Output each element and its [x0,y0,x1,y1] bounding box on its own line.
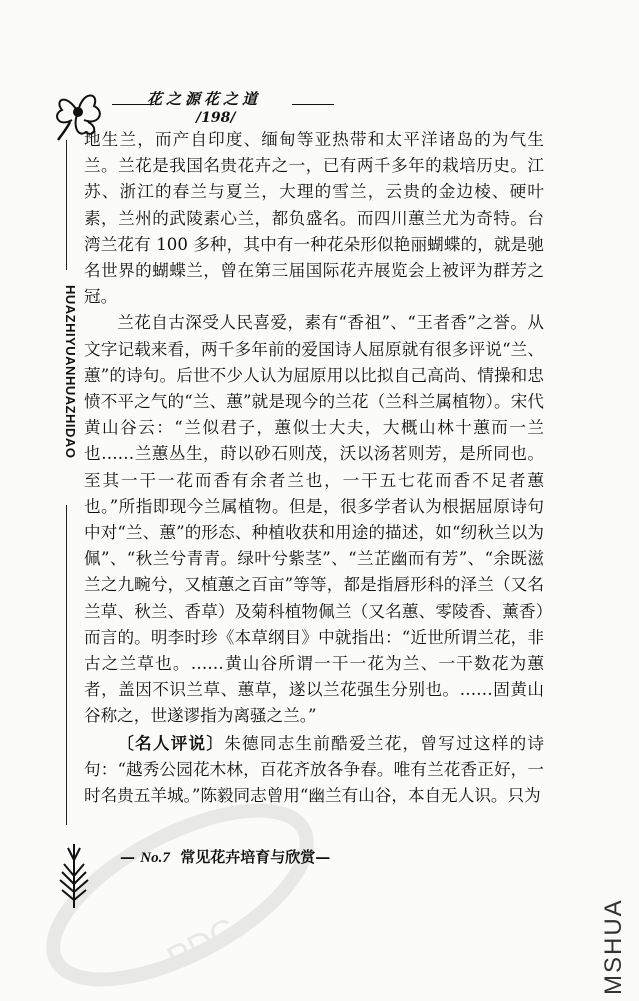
body-text [84,127,544,809]
watermark-text: PDG [161,910,245,979]
header-rule-right [292,104,334,105]
corner-mark: MSHUA [600,898,627,995]
footer-chapter-number: No.7 [140,850,170,866]
page-number: /198/ [196,110,236,126]
footer-chapter-title: 常见花卉培育与欣赏 [180,848,316,866]
page-footer [120,846,330,867]
side-rule-top [66,140,67,270]
running-header-title: 花之源花之道 [147,90,262,108]
side-rule-bottom [66,505,67,825]
comment-label: 〔名人评说〕 [117,732,225,753]
footer-dash-right: — [315,848,331,866]
paragraph: 兰花自古深受人民喜爱，素有“香祖”、“王者香”之誉。从文字记载来看，两千多年前的爱国诗人屈原就有很多评说“兰、蕙”的诗句。后世不少人认为屈原用以比拟自己高尚、情操和忠愤不平之气的“兰、蕙”就是现今的兰花（兰科兰属植物）。宋代黄山谷云：“兰似君子，蕙似士大夫，大概山林十蕙而一兰也……兰蕙丛生，莳以砂石则茂，沃以汤茗则芳，是所同也。至其一干一花而香有余者兰也，一干五七花而香不足者蕙也。”所指即现今兰属植物。但是，很多学者认为根据屈原诗句中对“兰、蕙”的形态、种植收获和用途的描述，如“纫秋兰以为佩”、“秋兰兮青青。绿叶兮紫茎”、“兰芷幽而有芳”、“余既滋兰之九畹兮，又植蕙之百亩”等等，都是指唇形科的泽兰（又名兰草、秋兰、香草）及菊科植物佩兰（又名蕙、零陵香、薰香）而言的。明李时珍《本草纲目》中就指出：“近世所谓兰花，非古之兰草也。……黄山谷所谓一干一花为兰、一干数花为蕙者，盖因不识兰草、蕙草，遂以兰花强生分别也。……固黄山谷称之，世遂谬指为离骚之兰。” [84,313,544,726]
comment-text: 朱德同志生前酷爱兰花，曾写过这样的诗句：“越秀公园花木林，百花齐放各争春。唯有兰花香正好，一时名贵五羊城。”陈毅同志曾用“幽兰有山谷，本自无人识。只为 [84,733,545,806]
footer-dash-left: — [120,848,141,866]
comment-paragraph [84,730,544,810]
paragraph: 地生兰，而产自印度、缅甸等亚热带和太平洋诸岛的为气生兰。兰花是我国名贵花卉之一，已有两千多年的栽培历史。江苏、浙江的春兰与夏兰，大理的雪兰，云贵的金边棱、硬叶素，兰州的武陵素心兰，都负盛名。而四川蕙兰尤为奇特。台湾兰花有 100 多种，其中有一种花朵形似艳丽蝴蝶的，就是驰名世界的蝴蝶兰，曾在第三届国际花卉展览会上被评为群芳之冠。 [84,130,544,307]
side-running-text: HUAZHIYUANHUAZHIDAO [63,285,78,459]
plant-ornament-icon [42,830,112,910]
